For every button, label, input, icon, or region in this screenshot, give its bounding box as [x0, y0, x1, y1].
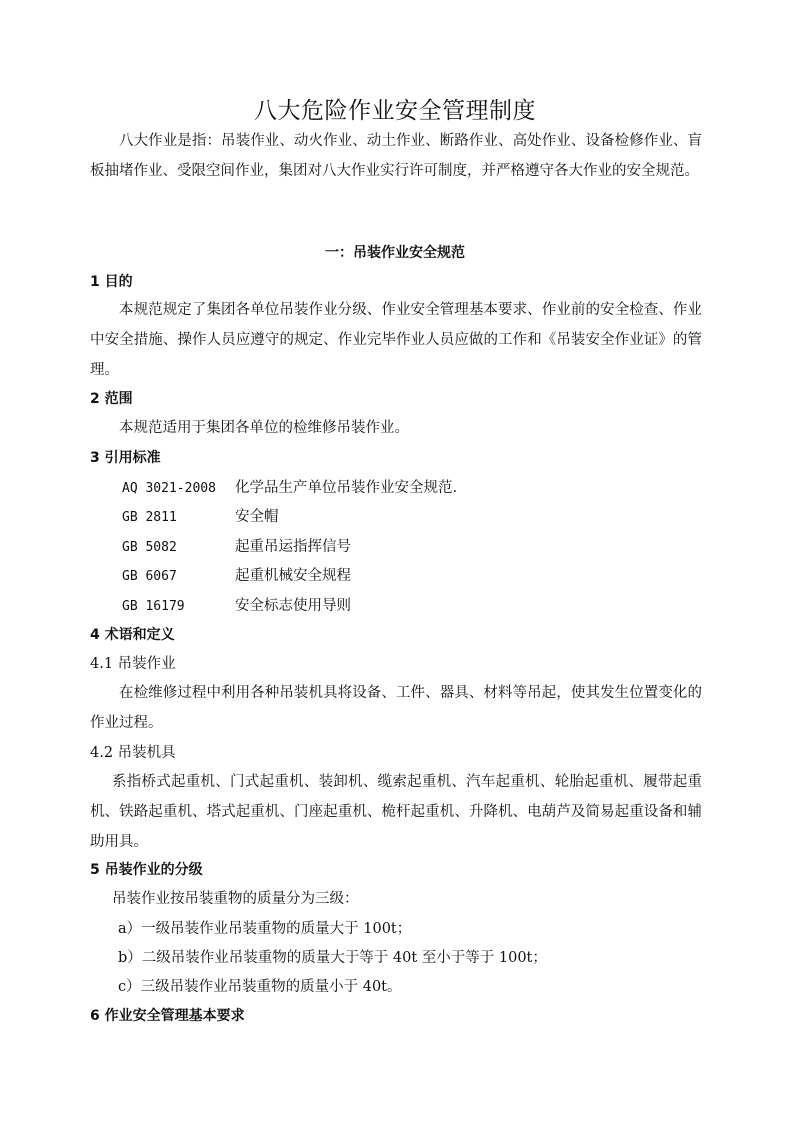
reference-row: [122, 478, 457, 499]
reference-name: 起重机械安全规程: [235, 568, 351, 584]
heading-classification: 5 吊装作业的分级: [90, 862, 203, 878]
reference-name: 安全标志使用导则: [235, 598, 351, 614]
lifting-equipment-definition: 系指桥式起重机、门式起重机、装卸机、缆索起重机、汽车起重机、轮胎起重机、履带起重机、铁路起重机、塔式起重机、门座起重机、桅杆起重机、升降机、电葫芦及简易起重设备和辅助用具。: [90, 774, 702, 850]
classification-item: b）二级吊装作业吊装重物的质量大于等于 40t 至小于等于 100t；: [118, 950, 547, 966]
reference-name: 化学品生产单位吊装作业安全规范.: [235, 480, 458, 496]
document-title: 八大危险作业安全管理制度: [254, 98, 536, 124]
heading-terms: 4 术语和定义: [90, 627, 175, 643]
heading-scope: 2 范围: [90, 391, 133, 407]
lifting-operation-definition: 在检维修过程中利用各种吊装机具将设备、工件、器具、材料等吊起，使其发生位置变化的作业过程。: [90, 685, 702, 731]
purpose-paragraph: 本规范规定了集团各单位吊装作业分级、作业安全管理基本要求、作业前的安全检查、作业中安全措施、操作人员应遵守的规定、作业完毕作业人员应做的工作和《吊装安全作业证》的管理。: [90, 302, 702, 378]
subheading-lifting-operation: 4.1 吊装作业: [90, 656, 176, 672]
section-title: 一：吊装作业安全规范: [325, 245, 465, 261]
reference-row: [122, 596, 351, 617]
reference-row: [122, 507, 279, 528]
reference-row: [122, 566, 351, 587]
reference-code: GB 6067: [122, 569, 177, 584]
reference-name: 安全帽: [235, 509, 279, 525]
scope-paragraph: 本规范适用于集团各单位的检维修吊装作业。: [119, 420, 409, 436]
classification-intro: 吊装作业按吊装重物的质量分为三级：: [112, 891, 359, 907]
subheading-lifting-equipment: 4.2 吊装机具: [90, 745, 176, 761]
reference-row: [122, 537, 351, 558]
reference-code: GB 16179: [122, 599, 185, 614]
heading-purpose: 1 目的: [90, 274, 133, 290]
heading-references: 3 引用标准: [90, 450, 161, 466]
classification-item: a）一级吊装作业吊装重物的质量大于 100t；: [118, 921, 412, 937]
intro-paragraph: 八大作业是指：吊装作业、动火作业、动土作业、断路作业、高处作业、设备检修作业、盲板抽堵作业、受限空间作业，集团对八大作业实行许可制度，并严格遵守各大作业的安全规范。: [90, 133, 702, 179]
reference-code: GB 5082: [122, 540, 177, 555]
classification-item: c）三级吊装作业吊装重物的质量小于 40t。: [118, 979, 402, 995]
heading-management-requirements: 6 作业安全管理基本要求: [90, 1008, 245, 1024]
reference-name: 起重吊运指挥信号: [235, 539, 351, 555]
reference-code: GB 2811: [122, 510, 177, 525]
reference-code: AQ 3021-2008: [122, 481, 216, 496]
